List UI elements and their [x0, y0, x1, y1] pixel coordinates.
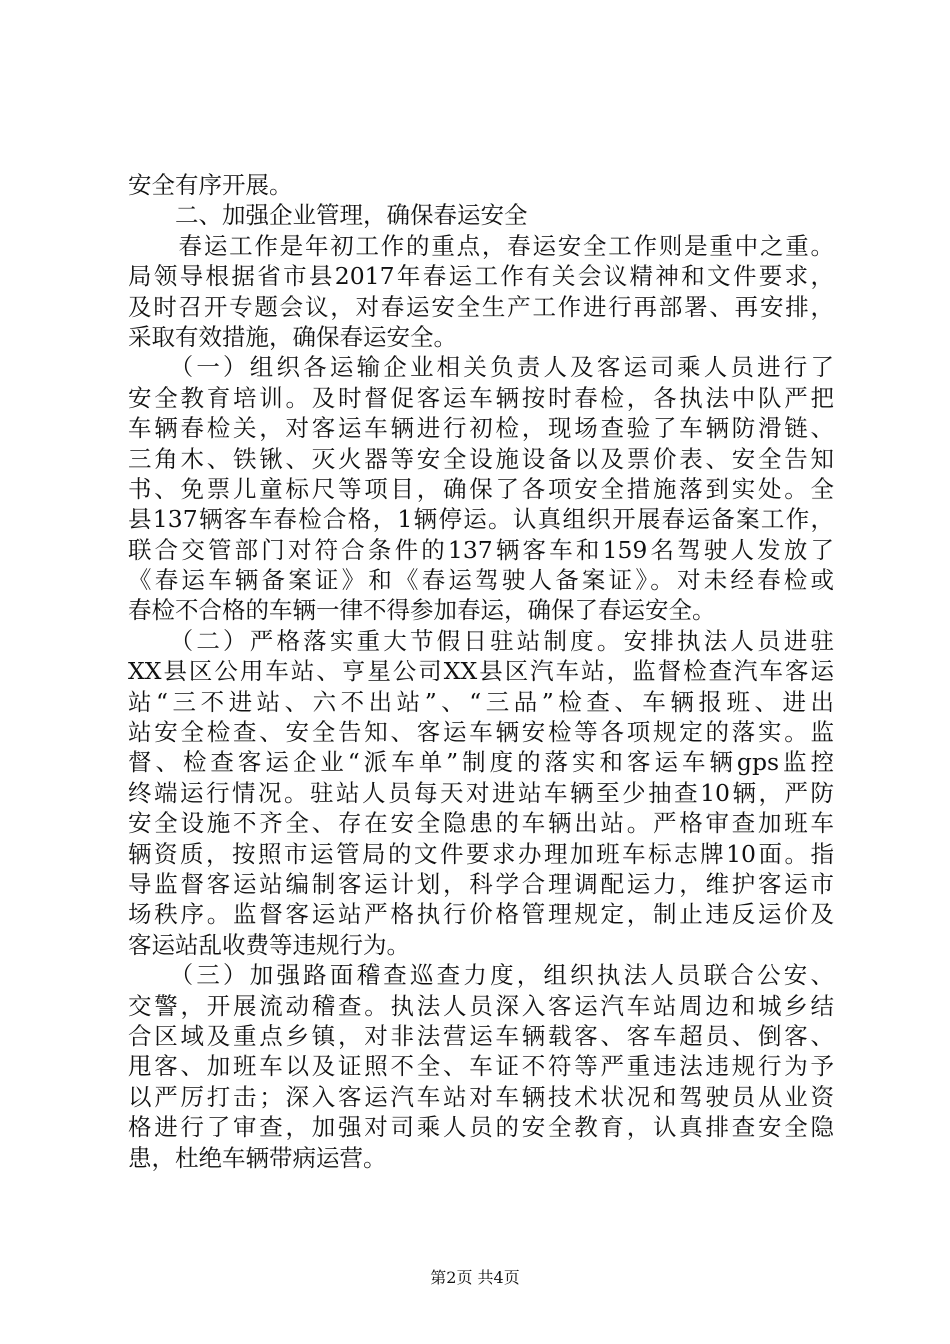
- text-line: 导监督客运站编制客运计划，科学合理调配运力，维护客运市: [128, 869, 834, 898]
- text-line: 安全教育培训。及时督促客运车辆按时春检，各执法中队严把: [128, 383, 834, 412]
- text-line: 联合交管部门对符合条件的137辆客车和159名驾驶人发放了: [128, 535, 834, 564]
- text-line: （三）加强路面稽查巡查力度，组织执法人员联合公安、: [128, 961, 834, 990]
- page-footer: 第2页 共4页: [430, 1268, 520, 1287]
- text-line: 督、检查客运企业“派车单”制度的落实和客运车辆gps监控: [128, 748, 834, 777]
- text-line: 车辆春检关，对客运车辆进行初检，现场查验了车辆防滑链、: [128, 414, 834, 443]
- text-line: 场秩序。监督客运站严格执行价格管理规定，制止违反运价及: [128, 900, 834, 929]
- document-body: [128, 170, 834, 1173]
- text-line: 患，杜绝车辆带病运营。: [128, 1143, 387, 1172]
- text-line: 《春运车辆备案证》和《春运驾驶人备案证》。对未经春检或: [128, 566, 834, 595]
- text-line: 格进行了审查，加强对司乘人员的安全教育，认真排查安全隐: [128, 1113, 834, 1142]
- text-line: 以严厉打击；深入客运汽车站对车辆技术状况和驾驶员从业资: [128, 1082, 834, 1111]
- text-line: 终端运行情况。驻站人员每天对进站车辆至少抽查10辆，严防: [128, 778, 834, 807]
- text-line: 交警，开展流动稽查。执法人员深入客运汽车站周边和城乡结: [128, 991, 834, 1020]
- text-line: 客运站乱收费等违规行为。: [128, 930, 410, 959]
- text-line: 二、加强企业管理，确保春运安全: [128, 201, 528, 230]
- text-line: XX县区公用车站、亨星公司XX县区汽车站，监督检查汽车客运: [128, 657, 834, 686]
- text-line: 县137辆客车春检合格，1辆停运。认真组织开展春运备案工作，: [128, 505, 834, 534]
- text-line: 安全有序开展。: [128, 171, 293, 199]
- text-line: 安全设施不齐全、存在安全隐患的车辆出站。严格审查加班车: [128, 809, 834, 838]
- text-line: 甩客、加班车以及证照不全、车证不符等严重违法违规行为予: [128, 1052, 834, 1081]
- text-line: （一）组织各运输企业相关负责人及客运司乘人员进行了: [128, 353, 834, 382]
- text-line: 站安全检查、安全告知、客运车辆安检等各项规定的落实。监: [128, 718, 834, 747]
- text-line: 局领导根据省市县2017年春运工作有关会议精神和文件要求，: [128, 262, 834, 291]
- text-line: 及时召开专题会议，对春运安全生产工作进行再部署、再安排，: [128, 292, 834, 321]
- text-line: 春检不合格的车辆一律不得参加春运，确保了春运安全。: [128, 596, 716, 625]
- text-line: 三角木、铁锹、灭火器等安全设施设备以及票价表、安全告知: [128, 444, 834, 473]
- text-line: 合区域及重点乡镇，对非法营运车辆载客、客车超员、倒客、: [128, 1021, 834, 1050]
- text-line: 站“三不进站、六不出站”、“三品”检查、车辆报班、进出: [128, 687, 834, 716]
- text-line: （二）严格落实重大节假日驻站制度。安排执法人员进驻: [128, 626, 834, 655]
- text-line: 采取有效措施，确保春运安全。: [128, 322, 457, 351]
- text-line: 春运工作是年初工作的重点，春运安全工作则是重中之重。: [128, 231, 834, 260]
- text-line: 辆资质，按照市运管局的文件要求办理加班车标志牌10面。指: [128, 839, 834, 868]
- text-line: 书、免票儿童标尺等项目，确保了各项安全措施落到实处。全: [128, 474, 834, 503]
